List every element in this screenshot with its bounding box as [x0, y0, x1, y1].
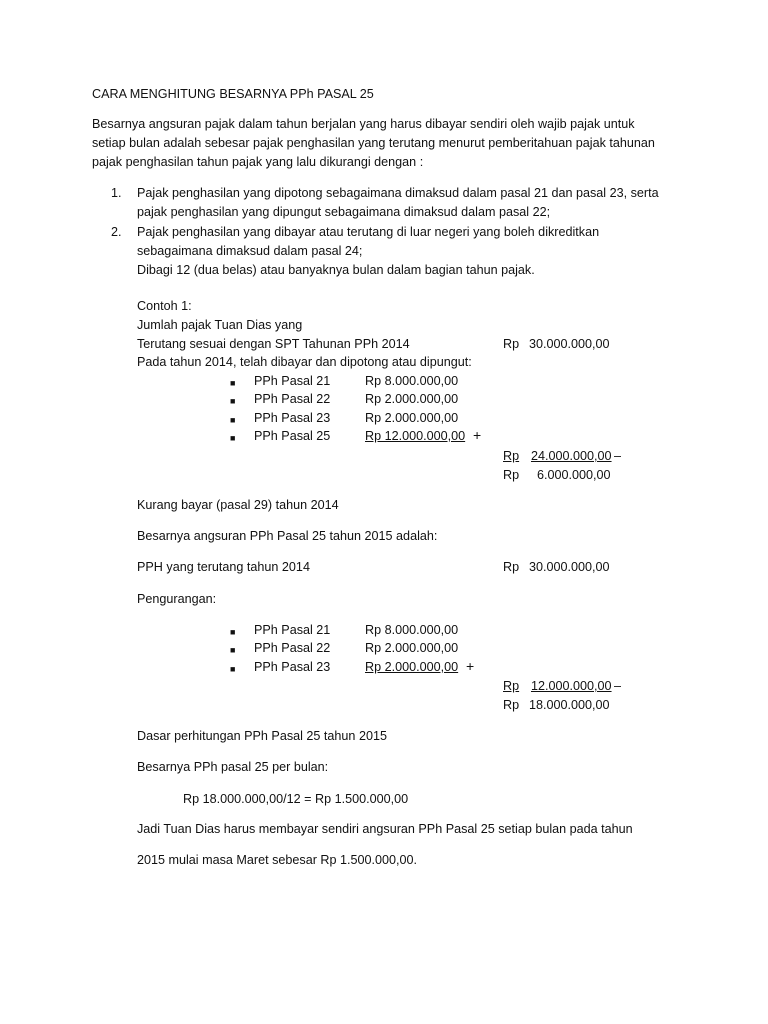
bullet-icon: ■ — [230, 433, 236, 443]
sum-rp: Rp — [503, 449, 520, 463]
example-line: Jumlah pajak Tuan Dias yang — [137, 318, 303, 332]
conclusion-line: Jadi Tuan Dias harus membayar sendiri angsuran PPh Pasal 25 setiap bulan pada tahun — [137, 822, 633, 836]
conclusion-line: 2015 mulai masa Maret sebesar Rp 1.500.000,00. — [137, 853, 418, 867]
per-bulan-line: Besarnya PPh pasal 25 per bulan: — [137, 760, 329, 774]
bullet-icon: ■ — [230, 396, 236, 406]
kurang-bayar-line: Kurang bayar (pasal 29) tahun 2014 — [137, 498, 339, 512]
bullet-icon: ■ — [230, 627, 236, 637]
pengurangan-label: Pengurangan: — [137, 592, 217, 606]
total-rp: Rp — [503, 337, 520, 351]
example-line: Pada tahun 2014, telah dibayar dan dipotong atau dipungut: — [137, 355, 472, 369]
deduction-diff-value: 18.000.000,00 — [529, 698, 610, 712]
example-heading: Contoh 1: — [137, 299, 192, 313]
payment-amount: Rp 2.000.000,00 — [365, 411, 459, 425]
intro-line: setiap bulan adalah sebesar pajak penghasilan yang terutang menurut pemberitahuan pajak tahunan — [92, 136, 655, 150]
diff-rp: Rp — [503, 468, 520, 482]
bullet-icon: ■ — [230, 664, 236, 674]
diff-value: 6.000.000,00 — [537, 468, 611, 482]
pph-rp: Rp — [503, 560, 520, 574]
deduction-amount: Rp 8.000.000,00 — [365, 623, 459, 637]
bullet-icon: ■ — [230, 415, 236, 425]
minus-sign: – — [614, 679, 622, 693]
deduction-sum-value: 12.000.000,00 — [531, 679, 612, 693]
deduction-amount: Rp 2.000.000,00 — [365, 660, 459, 674]
payment-label: PPh Pasal 23 — [254, 411, 331, 425]
plus-sign: + — [466, 658, 475, 674]
pph-terutang-line: PPH yang terutang tahun 2014 — [137, 560, 310, 574]
payment-label: PPh Pasal 22 — [254, 392, 331, 406]
list-item-line: Pajak penghasilan yang dipotong sebagaimana dimaksud dalam pasal 21 dan pasal 23, serta — [137, 186, 659, 200]
list-number: 2. — [111, 225, 122, 239]
payment-amount: Rp 12.000.000,00 — [365, 429, 466, 443]
list-item-line: pajak penghasilan yang dipungut sebagaimana dimaksud dalam pasal 22; — [137, 205, 551, 219]
list-item-line: Dibagi 12 (dua belas) atau banyaknya bulan dalam bagian tahun pajak. — [137, 263, 535, 277]
bullet-icon: ■ — [230, 645, 236, 655]
deduction-diff-rp: Rp — [503, 698, 520, 712]
sum-value: 24.000.000,00 — [531, 449, 612, 463]
payment-label: PPh Pasal 25 — [254, 429, 331, 443]
intro-paragraph — [92, 115, 692, 172]
bullet-icon: ■ — [230, 378, 236, 388]
list-number: 1. — [111, 186, 122, 200]
deduction-sum-rp: Rp — [503, 679, 520, 693]
pph-value: 30.000.000,00 — [529, 560, 610, 574]
formula-line: Rp 18.000.000,00/12 = Rp 1.500.000,00 — [183, 792, 409, 806]
payment-label: PPh Pasal 21 — [254, 374, 331, 388]
total-value: 30.000.000,00 — [529, 337, 610, 351]
payment-amount: Rp 8.000.000,00 — [365, 374, 459, 388]
besarnya-line: Besarnya angsuran PPh Pasal 25 tahun 2015 adalah: — [137, 529, 438, 543]
plus-sign: + — [473, 427, 482, 443]
list-item-line: Pajak penghasilan yang dibayar atau terutang di luar negeri yang boleh dikreditkan — [137, 225, 600, 239]
example-line: Terutang sesuai dengan SPT Tahunan PPh 2014 — [137, 337, 410, 351]
minus-sign: – — [614, 449, 622, 463]
list-item-line: sebagaimana dimaksud dalam pasal 24; — [137, 244, 363, 258]
deduction-label: PPh Pasal 21 — [254, 623, 331, 637]
intro-line: Besarnya angsuran pajak dalam tahun berjalan yang harus dibayar sendiri oleh wajib pajak untuk — [92, 117, 635, 131]
dasar-line: Dasar perhitungan PPh Pasal 25 tahun 2015 — [137, 729, 387, 743]
deduction-amount: Rp 2.000.000,00 — [365, 641, 459, 655]
deduction-label: PPh Pasal 23 — [254, 660, 331, 674]
intro-line: pajak penghasilan tahun pajak yang lalu dikurangi dengan : — [92, 155, 424, 169]
payment-amount: Rp 2.000.000,00 — [365, 392, 459, 406]
deduction-label: PPh Pasal 22 — [254, 641, 331, 655]
page-title: CARA MENGHITUNG BESARNYA PPh PASAL 25 — [92, 87, 374, 101]
